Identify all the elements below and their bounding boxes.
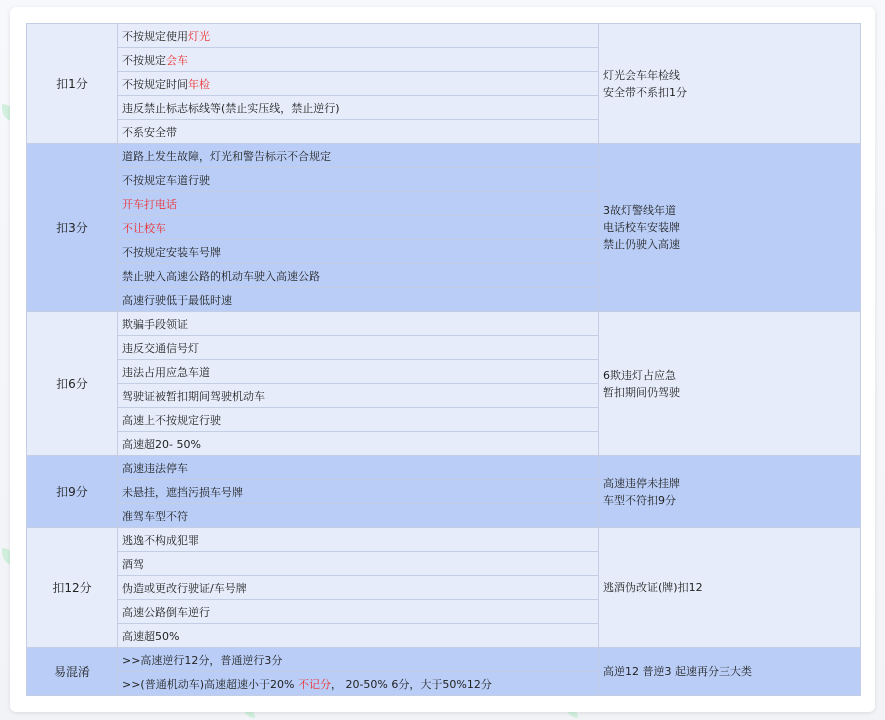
violation-text: 高速违法停车	[122, 461, 188, 475]
mnemonic-cell	[599, 24, 861, 144]
category-label: 扣3分	[56, 221, 88, 235]
highlighted-keyword: 会车	[166, 53, 188, 67]
violation-item	[118, 408, 599, 432]
table-row	[27, 528, 861, 552]
category-cell	[27, 312, 118, 456]
category-cell	[27, 24, 118, 144]
violation-text: 欺骗手段领证	[122, 317, 188, 331]
mnemonic-line: 高逆12 普逆3 起速再分三大类	[603, 665, 752, 678]
category-cell	[27, 144, 118, 312]
violation-text: 不按规定车道行驶	[122, 173, 210, 187]
category-cell	[27, 648, 118, 696]
violation-item	[118, 360, 599, 384]
violation-text: 禁止驶入高速公路的机动车驶入高速公路	[122, 269, 320, 283]
violation-text: 伪造或更改行驶证/车号牌	[122, 581, 247, 595]
highlighted-keyword: 年检	[188, 77, 210, 91]
violation-text: 高速超20- 50%	[122, 437, 201, 451]
mnemonic-line: 高速违停未挂牌	[603, 476, 680, 490]
violation-text: 不系安全带	[122, 125, 177, 139]
violation-text: 逃逸不构成犯罪	[122, 533, 199, 547]
mnemonic-line: 禁止仍驶入高速	[603, 238, 680, 251]
violation-item	[118, 240, 599, 264]
category-label: 扣6分	[56, 377, 88, 391]
mnemonic-line: 灯光会车年检线	[603, 68, 680, 82]
category-cell	[27, 528, 118, 648]
violation-item	[118, 288, 599, 312]
mnemonic-line: 暂扣期间仍驾驶	[603, 385, 680, 399]
violation-item	[118, 624, 599, 648]
violation-text: 不按规定安装车号牌	[122, 245, 221, 259]
violation-text: 酒驾	[122, 557, 144, 571]
category-cell	[27, 456, 118, 528]
table-row	[27, 24, 861, 48]
violation-item	[118, 264, 599, 288]
violation-item	[118, 648, 599, 672]
violation-item	[118, 456, 599, 480]
violation-item	[118, 384, 599, 408]
violation-item	[118, 432, 599, 456]
violation-item	[118, 96, 599, 120]
violation-item	[118, 168, 599, 192]
violation-item	[118, 576, 599, 600]
violation-item	[118, 216, 599, 240]
violation-text: 准驾车型不符	[122, 509, 188, 523]
violation-item	[118, 48, 599, 72]
mnemonic-cell	[599, 312, 861, 456]
table-body	[27, 24, 861, 696]
violation-item	[118, 312, 599, 336]
violation-text: ， 20-50% 6分，大于50%12分	[330, 677, 492, 691]
violation-item	[118, 120, 599, 144]
table-row	[27, 312, 861, 336]
mnemonic-cell	[599, 528, 861, 648]
violation-text: 不按规定使用	[122, 29, 188, 43]
violation-item	[118, 528, 599, 552]
violation-text: 高速公路倒车逆行	[122, 605, 210, 619]
mnemonic-cell	[599, 648, 861, 696]
violation-item	[118, 480, 599, 504]
violation-text: >>高速逆行12分，普通逆行3分	[122, 653, 283, 667]
violation-text: >>(普通机动车)高速超速小于20%	[122, 677, 298, 691]
violation-item	[118, 552, 599, 576]
mnemonic-line: 电话校车安装牌	[603, 221, 680, 234]
violation-text: 高速超50%	[122, 629, 180, 643]
category-label: 扣1分	[56, 77, 88, 91]
violation-text: 不按规定	[122, 53, 166, 67]
violation-item	[118, 672, 599, 696]
highlighted-keyword: 不记分	[297, 677, 331, 691]
violation-item	[118, 504, 599, 528]
violation-item	[118, 24, 599, 48]
violation-item	[118, 192, 599, 216]
violation-text: 违法占用应急车道	[122, 365, 210, 379]
category-label: 扣12分	[52, 581, 92, 595]
mnemonic-line: 安全带不系扣1分	[603, 85, 687, 99]
violation-item	[118, 336, 599, 360]
highlighted-keyword: 灯光	[188, 29, 210, 43]
violation-text: 违反交通信号灯	[122, 341, 199, 355]
table-row	[27, 456, 861, 480]
penalty-points-table	[26, 23, 861, 696]
highlighted-keyword: 不让校车	[122, 221, 166, 235]
mnemonic-line: 车型不符扣9分	[603, 493, 676, 507]
category-label: 易混淆	[53, 665, 90, 679]
table-row	[27, 144, 861, 168]
violation-text: 违反禁止标志标线等(禁止实压线，禁止逆行)	[122, 101, 340, 115]
violation-text: 高速上不按规定行驶	[122, 413, 221, 427]
violation-text: 驾驶证被暂扣期间驾驶机动车	[122, 389, 265, 403]
mnemonic-line: 3故灯警线年道	[603, 204, 676, 217]
violation-text: 高速行驶低于最低时速	[122, 293, 232, 307]
violation-item	[118, 144, 599, 168]
violation-text: 不按规定时间	[122, 77, 188, 91]
violation-text: 道路上发生故障，灯光和警告标示不合规定	[122, 149, 331, 163]
highlighted-keyword: 开车打电话	[122, 197, 177, 211]
category-label: 扣9分	[56, 485, 88, 499]
mnemonic-line: 逃酒伪改证(牌)扣12	[603, 581, 703, 594]
violation-item	[118, 600, 599, 624]
violation-item	[118, 72, 599, 96]
table-row	[27, 648, 861, 672]
mnemonic-cell	[599, 456, 861, 528]
mnemonic-cell	[599, 144, 861, 312]
violation-text: 未悬挂，遮挡污损车号牌	[122, 485, 243, 499]
mnemonic-line: 6欺违灯占应急	[603, 368, 676, 382]
